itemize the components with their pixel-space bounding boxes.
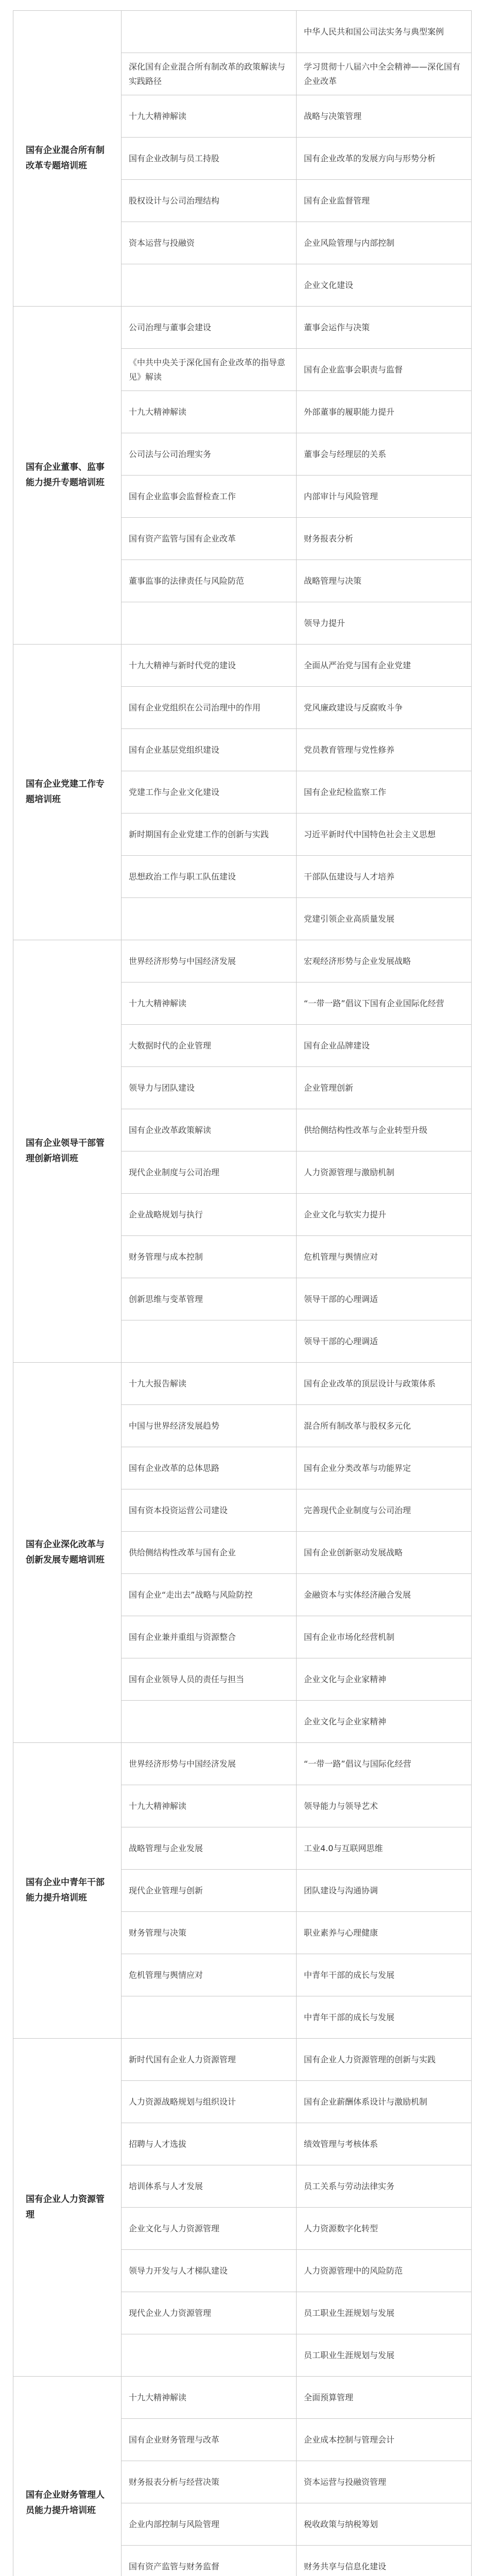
course-left: 国有企业党组织在公司治理中的作用 bbox=[122, 687, 297, 729]
course-left bbox=[122, 11, 297, 53]
course-right: 全面预算管理 bbox=[297, 2377, 472, 2419]
course-left: 创新思维与变革管理 bbox=[122, 1278, 297, 1320]
course-right: 员工职业生涯规划与发展 bbox=[297, 2334, 472, 2377]
course-right: 中青年干部的成长与发展 bbox=[297, 1996, 472, 2039]
course-left: 十九大精神解读 bbox=[122, 2377, 297, 2419]
course-right: 领导力提升 bbox=[297, 602, 472, 645]
course-right: 党风廉政建设与反腐败斗争 bbox=[297, 687, 472, 729]
course-left: 人力资源战略规划与组织设计 bbox=[122, 2081, 297, 2123]
course-left bbox=[122, 2334, 297, 2377]
table-row bbox=[13, 11, 472, 53]
course-left: 现代企业人力资源管理 bbox=[122, 2292, 297, 2334]
course-left: 思想政治工作与职工队伍建设 bbox=[122, 856, 297, 898]
course-left: 财务管理与决策 bbox=[122, 1912, 297, 1954]
course-left: 《中共中央关于深化国有企业改革的指导意见》解读 bbox=[122, 349, 297, 391]
course-right: 混合所有制改革与股权多元化 bbox=[297, 1405, 472, 1447]
course-left bbox=[122, 264, 297, 307]
course-left bbox=[122, 602, 297, 645]
program-name: 国有企业深化改革与创新发展专题培训班 bbox=[13, 1363, 122, 1743]
course-right: 领导能力与领导艺术 bbox=[297, 1785, 472, 1827]
course-right: 战略管理与决策 bbox=[297, 560, 472, 602]
course-right: 人力资源管理中的风险防范 bbox=[297, 2250, 472, 2292]
course-left: 供给侧结构性改革与国有企业 bbox=[122, 1532, 297, 1574]
course-right: 干部队伍建设与人才培养 bbox=[297, 856, 472, 898]
course-right: 董事会与经理层的关系 bbox=[297, 433, 472, 476]
course-right: 企业管理创新 bbox=[297, 1067, 472, 1109]
course-left: 国有企业兼并重组与资源整合 bbox=[122, 1616, 297, 1658]
course-left: 国有企业财务管理与改革 bbox=[122, 2419, 297, 2461]
course-left: 现代企业制度与公司治理 bbox=[122, 1151, 297, 1194]
program-name: 国有企业党建工作专题培训班 bbox=[13, 645, 122, 940]
course-right: 外部董事的履职能力提升 bbox=[297, 391, 472, 433]
course-left: 领导力开发与人才梯队建设 bbox=[122, 2250, 297, 2292]
course-left: 十九大报告解读 bbox=[122, 1363, 297, 1405]
course-right: 党员教育管理与党性修养 bbox=[297, 729, 472, 771]
course-left: 招聘与人才选拔 bbox=[122, 2123, 297, 2165]
course-left: 十九大精神与新时代党的建设 bbox=[122, 645, 297, 687]
course-left: 现代企业管理与创新 bbox=[122, 1870, 297, 1912]
course-right: 资本运营与投融资管理 bbox=[297, 2461, 472, 2503]
course-right: 中华人民共和国公司法实务与典型案例 bbox=[297, 11, 472, 53]
course-left: 国有企业基层党组织建设 bbox=[122, 729, 297, 771]
course-right: 国有企业薪酬体系设计与激励机制 bbox=[297, 2081, 472, 2123]
course-left: 国有企业改制与员工持股 bbox=[122, 138, 297, 180]
course-right: 董事会运作与决策 bbox=[297, 307, 472, 349]
course-right: 绩效管理与考核体系 bbox=[297, 2123, 472, 2165]
course-left: 国有资本投资运营公司建设 bbox=[122, 1489, 297, 1532]
table-body bbox=[13, 11, 472, 2576]
course-right: 国有企业创新驱动发展战略 bbox=[297, 1532, 472, 1574]
course-right: 国有企业分类改革与功能界定 bbox=[297, 1447, 472, 1489]
course-left: 公司法与公司治理实务 bbox=[122, 433, 297, 476]
course-left: 十九大精神解读 bbox=[122, 391, 297, 433]
course-left: 世界经济形势与中国经济发展 bbox=[122, 940, 297, 982]
course-left bbox=[122, 1996, 297, 2039]
course-left: 十九大精神解读 bbox=[122, 95, 297, 138]
course-left: 资本运营与投融资 bbox=[122, 222, 297, 264]
course-left: 新时期国有企业党建工作的创新与实践 bbox=[122, 814, 297, 856]
program-name: 国有企业董事、监事能力提升专题培训班 bbox=[13, 307, 122, 645]
course-right: 国有企业监事会职责与监督 bbox=[297, 349, 472, 391]
course-right: 财务共享与信息化建设 bbox=[297, 2546, 472, 2576]
program-name: 国有企业财务管理人员能力提升培训班 bbox=[13, 2377, 122, 2576]
course-right: 内部审计与风险管理 bbox=[297, 476, 472, 518]
table-row bbox=[13, 307, 472, 349]
course-left: 危机管理与舆情应对 bbox=[122, 1954, 297, 1996]
course-left: 国有企业领导人员的责任与担当 bbox=[122, 1658, 297, 1701]
course-left: 十九大精神解读 bbox=[122, 1785, 297, 1827]
course-left: 国有企业改革政策解读 bbox=[122, 1109, 297, 1151]
course-right: 中青年干部的成长与发展 bbox=[297, 1954, 472, 1996]
course-left: 中国与世界经济发展趋势 bbox=[122, 1405, 297, 1447]
course-left: 财务报表分析与经营决策 bbox=[122, 2461, 297, 2503]
course-right: 完善现代企业制度与公司治理 bbox=[297, 1489, 472, 1532]
course-left: 大数据时代的企业管理 bbox=[122, 1025, 297, 1067]
course-right: 职业素养与心理健康 bbox=[297, 1912, 472, 1954]
course-left: 国有资产监管与国有企业改革 bbox=[122, 518, 297, 560]
course-left: 董事监事的法律责任与风险防范 bbox=[122, 560, 297, 602]
course-right: 学习贯彻十八届六中全会精神——深化国有企业改革 bbox=[297, 53, 472, 95]
course-right: 企业风险管理与内部控制 bbox=[297, 222, 472, 264]
course-right: 全面从严治党与国有企业党建 bbox=[297, 645, 472, 687]
course-left: 财务管理与成本控制 bbox=[122, 1236, 297, 1278]
course-right: 宏观经济形势与企业发展战略 bbox=[297, 940, 472, 982]
course-left: 国有资产监管与财务监督 bbox=[122, 2546, 297, 2576]
course-left: 股权设计与公司治理结构 bbox=[122, 180, 297, 222]
course-left: 国有企业监事会监督检查工作 bbox=[122, 476, 297, 518]
course-right: 企业文化建设 bbox=[297, 264, 472, 307]
course-right: 国有企业改革的顶层设计与政策体系 bbox=[297, 1363, 472, 1405]
course-right: 供给侧结构性改革与企业转型升级 bbox=[297, 1109, 472, 1151]
course-left: 国有企业改革的总体思路 bbox=[122, 1447, 297, 1489]
course-right: 国有企业市场化经营机制 bbox=[297, 1616, 472, 1658]
course-right: 税收政策与纳税筹划 bbox=[297, 2503, 472, 2546]
course-left bbox=[122, 898, 297, 940]
course-left: 深化国有企业混合所有制改革的政策解读与实践路径 bbox=[122, 53, 297, 95]
course-right: 危机管理与舆情应对 bbox=[297, 1236, 472, 1278]
table-row bbox=[13, 2377, 472, 2419]
course-right: “一带一路”倡议下国有企业国际化经营 bbox=[297, 982, 472, 1025]
course-right: 工业4.0与互联网思维 bbox=[297, 1827, 472, 1870]
course-right: 企业文化与企业家精神 bbox=[297, 1701, 472, 1743]
course-right: 员工职业生涯规划与发展 bbox=[297, 2292, 472, 2334]
course-right: 国有企业纪检监察工作 bbox=[297, 771, 472, 814]
course-right: 人力资源数字化转型 bbox=[297, 2208, 472, 2250]
table-row bbox=[13, 1363, 472, 1405]
course-left: 公司治理与董事会建设 bbox=[122, 307, 297, 349]
course-left: 党建工作与企业文化建设 bbox=[122, 771, 297, 814]
course-right: 国有企业改革的发展方向与形势分析 bbox=[297, 138, 472, 180]
course-left: 企业内部控制与风险管理 bbox=[122, 2503, 297, 2546]
course-left: 领导力与团队建设 bbox=[122, 1067, 297, 1109]
table-row bbox=[13, 940, 472, 982]
course-right: 领导干部的心理调适 bbox=[297, 1320, 472, 1363]
course-left: 国有企业“走出去”战略与风险防控 bbox=[122, 1574, 297, 1616]
table-row bbox=[13, 1743, 472, 1785]
training-program-table bbox=[13, 10, 472, 2576]
program-name: 国有企业人力资源管理 bbox=[13, 2039, 122, 2377]
course-right: 国有企业监督管理 bbox=[297, 180, 472, 222]
course-left: 战略管理与企业发展 bbox=[122, 1827, 297, 1870]
course-right: 国有企业人力资源管理的创新与实践 bbox=[297, 2039, 472, 2081]
course-left: 新时代国有企业人力资源管理 bbox=[122, 2039, 297, 2081]
course-right: 人力资源管理与激励机制 bbox=[297, 1151, 472, 1194]
course-right: 财务报表分析 bbox=[297, 518, 472, 560]
table-row bbox=[13, 645, 472, 687]
course-right: 金融资本与实体经济融合发展 bbox=[297, 1574, 472, 1616]
course-right: 企业文化与软实力提升 bbox=[297, 1194, 472, 1236]
course-right: 习近平新时代中国特色社会主义思想 bbox=[297, 814, 472, 856]
program-name: 国有企业中青年干部能力提升培训班 bbox=[13, 1743, 122, 2039]
course-right: 企业成本控制与管理会计 bbox=[297, 2419, 472, 2461]
course-left: 企业文化与人力资源管理 bbox=[122, 2208, 297, 2250]
course-right: 领导干部的心理调适 bbox=[297, 1278, 472, 1320]
course-left: 十九大精神解读 bbox=[122, 982, 297, 1025]
course-left: 企业战略规划与执行 bbox=[122, 1194, 297, 1236]
table-row bbox=[13, 2039, 472, 2081]
course-right: “一带一路”倡议与国际化经营 bbox=[297, 1743, 472, 1785]
program-name: 国有企业混合所有制改革专题培训班 bbox=[13, 11, 122, 307]
program-name: 国有企业领导干部管理创新培训班 bbox=[13, 940, 122, 1363]
course-left: 世界经济形势与中国经济发展 bbox=[122, 1743, 297, 1785]
course-left bbox=[122, 1320, 297, 1363]
course-right: 企业文化与企业家精神 bbox=[297, 1658, 472, 1701]
course-right: 员工关系与劳动法律实务 bbox=[297, 2165, 472, 2208]
course-right: 战略与决策管理 bbox=[297, 95, 472, 138]
course-right: 团队建设与沟通协调 bbox=[297, 1870, 472, 1912]
course-right: 党建引领企业高质量发展 bbox=[297, 898, 472, 940]
course-right: 国有企业品牌建设 bbox=[297, 1025, 472, 1067]
course-left bbox=[122, 1701, 297, 1743]
course-left: 培训体系与人才发展 bbox=[122, 2165, 297, 2208]
